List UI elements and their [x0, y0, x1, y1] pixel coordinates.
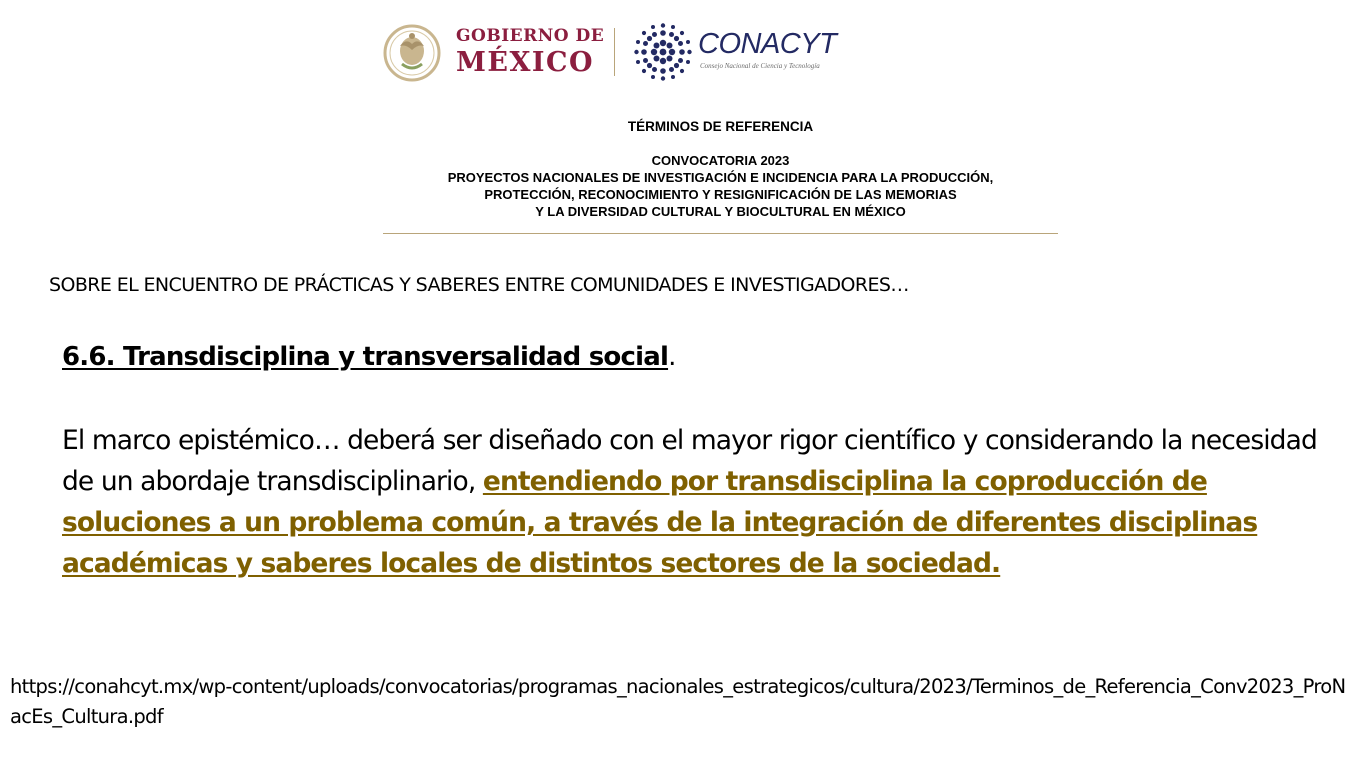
- conacyt-tagline: Consejo Nacional de Ciencia y Tecnología: [700, 62, 820, 70]
- section-heading: [62, 342, 676, 372]
- source-link[interactable]: https://conahcyt.mx/wp-content/uploads/convocatorias/programas_nacionales_estrategicos/cultura/2023/Terminos_de_Referencia_Conv2023_ProNacEs_Cultura.pdf: [10, 675, 1346, 728]
- document-title: TÉRMINOS DE REFERENCIA: [627, 119, 814, 134]
- project-title-line1: PROYECTOS NACIONALES DE INVESTIGACIÓN E INCIDENCIA PARA LA PRODUCCIÓN,: [447, 170, 994, 185]
- mexico-seal-icon: [380, 24, 444, 82]
- section-intro: SOBRE EL ENCUENTRO DE PRÁCTICAS Y SABERES ENTRE COMUNIDADES E INVESTIGADORES…: [49, 274, 909, 296]
- conacyt-wordmark: CONACYT: [698, 28, 837, 60]
- paragraph-highlight: entendiendo por transdisciplina la coproducción de soluciones a un problema común, a través de la integración de diferentes disciplinas académicas y saberes locales de distintos sectores de la sociedad.: [62, 466, 1258, 579]
- body-paragraph: [62, 420, 1322, 584]
- conacyt-logo-icon: [634, 23, 692, 81]
- gobierno-line1: GOBIERNO DE: [456, 26, 605, 46]
- gobierno-line2: MÉXICO: [456, 47, 595, 78]
- project-title-line2: PROTECCIÓN, RECONOCIMIENTO Y RESIGNIFICACIÓN DE LAS MEMORIAS: [484, 187, 957, 202]
- gobierno-wordmark: [456, 28, 604, 76]
- section-heading-period: .: [668, 342, 676, 372]
- header-logos: [380, 22, 840, 84]
- header-divider: [383, 233, 1058, 234]
- project-title-line3: Y LA DIVERSIDAD CULTURAL Y BIOCULTURAL EN MÉXICO: [535, 204, 906, 219]
- document-heading: [383, 118, 1058, 220]
- paragraph-text: El marco epistémico… deberá ser diseñado con el mayor rigor científico y considerando la necesidad de un abordaje transdisciplinario,: [62, 425, 1317, 497]
- document-subtitle: CONVOCATORIA 2023: [651, 153, 790, 168]
- logo-divider: [614, 28, 615, 76]
- section-heading-text: 6.6. Transdisciplina y transversalidad social: [62, 342, 669, 372]
